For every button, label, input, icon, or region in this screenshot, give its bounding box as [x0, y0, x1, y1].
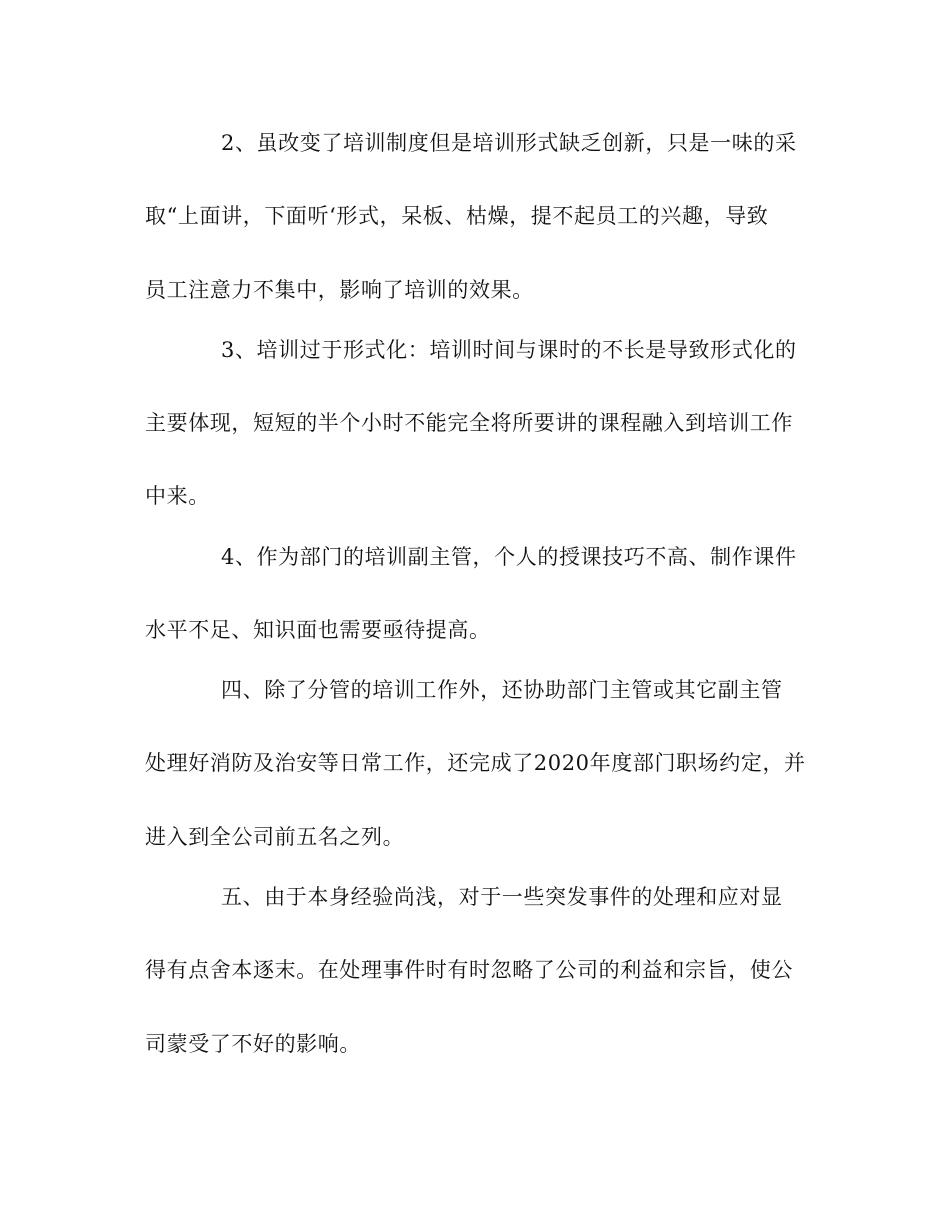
paragraph-si-line-3: 进入到全公司前五名之列。	[145, 825, 405, 849]
paragraph-3-line-2: 主要体现，短短的半个小时不能完全将所要讲的课程融入到培训工作	[145, 411, 793, 435]
paragraph-wu-line-1: 五、由于本身经验尚浅，对于一些突发事件的处理和应对显	[221, 885, 783, 909]
paragraph-wu-line-2: 得有点舍本逐末。在处理事件时有时忽略了公司的利益和宗旨，使公	[145, 958, 793, 982]
paragraph-3-line-3: 中来。	[145, 484, 210, 508]
paragraph-4-line-2: 水平不足、知识面也需要亟待提高。	[145, 618, 491, 642]
paragraph-2-line-2: 取“上面讲，下面听‘形式，呆板、枯燥，提不起员工的兴趣，导致	[145, 204, 769, 228]
paragraph-4-line-1: 4、作为部门的培训副主管，个人的授课技巧不高、制作课件	[221, 545, 797, 569]
paragraph-si-line-2: 处理好消防及治安等日常工作，还完成了2020年度部门职场约定，并	[145, 751, 806, 775]
paragraph-si-line-1: 四、除了分管的培训工作外，还协助部门主管或其它副主管	[221, 678, 783, 702]
paragraph-2-line-1: 2、虽改变了培训制度但是培训形式缺乏创新，只是一味的采	[221, 131, 797, 155]
paragraph-3-line-1: 3、培训过于形式化：培训时间与课时的不长是导致形式化的	[221, 338, 797, 362]
paragraph-wu-line-3: 司蒙受了不好的影响。	[145, 1032, 361, 1056]
paragraph-2-line-3: 员工注意力不集中，影响了培训的效果。	[145, 278, 534, 302]
